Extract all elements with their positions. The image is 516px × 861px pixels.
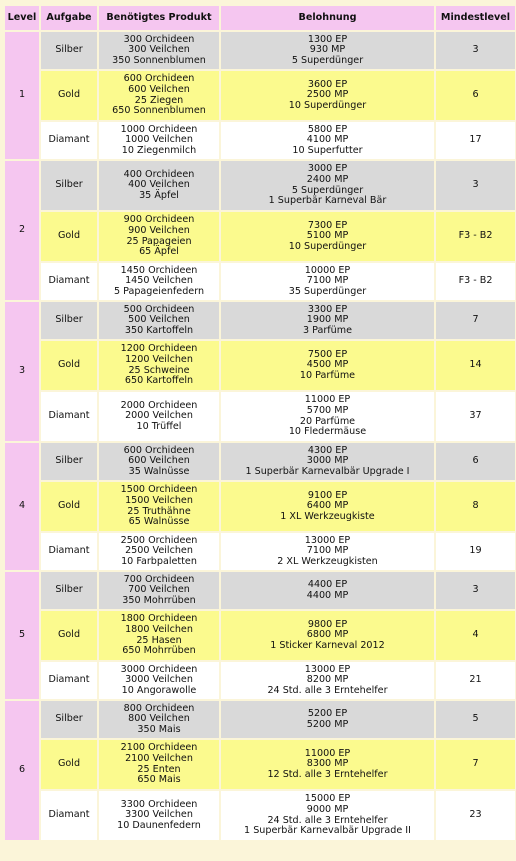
produkt-line: 1500 Orchideen	[120, 484, 198, 496]
belohnung-cell	[221, 572, 434, 609]
belohnung-line: 20 Parfüme	[299, 415, 356, 427]
belohnung-cell	[221, 740, 434, 789]
belohnung-line: 1 XL Werkzeugkiste	[280, 510, 375, 522]
produkt-line: 25 Ziegen	[134, 94, 184, 106]
header-belohnung: Belohnung	[221, 6, 434, 30]
belohnung-line: 10 Parfüme	[299, 369, 356, 381]
belohnung-line: 5100 MP	[306, 230, 349, 242]
aufgabe-cell: Diamant	[41, 791, 97, 840]
produkt-cell	[99, 392, 219, 441]
mindestlevel-cell: 7	[436, 740, 515, 789]
belohnung-cell	[221, 392, 434, 441]
table-row	[5, 701, 515, 738]
produkt-line: 800 Veilchen	[128, 713, 190, 725]
belohnung-line: 10000 EP	[304, 264, 351, 276]
table-row	[5, 533, 515, 570]
table-row	[5, 392, 515, 441]
produkt-line: 25 Papageien	[126, 235, 192, 247]
belohnung-cell	[221, 71, 434, 120]
belohnung-line: 6800 MP	[306, 629, 349, 641]
produkt-cell	[99, 71, 219, 120]
header-row	[5, 6, 515, 30]
aufgabe-cell: Diamant	[41, 122, 97, 159]
belohnung-cell	[221, 443, 434, 480]
produkt-line: 650 Mais	[137, 774, 181, 786]
belohnung-line: 9000 MP	[306, 803, 349, 815]
produkt-line: 700 Orchideen	[123, 573, 195, 585]
belohnung-line: 6400 MP	[306, 500, 349, 512]
produkt-line: 10 Farbpaletten	[121, 555, 197, 567]
level-cell: 4	[5, 443, 39, 570]
belohnung-line: 11000 EP	[304, 394, 351, 406]
produkt-line: 1800 Orchideen	[120, 613, 198, 625]
mindestlevel-cell: 3	[436, 572, 515, 609]
produkt-line: 1450 Orchideen	[120, 264, 198, 276]
produkt-line: 500 Orchideen	[123, 303, 195, 315]
belohnung-line: 5 Superdünger	[291, 184, 364, 196]
aufgabe-cell: Diamant	[41, 533, 97, 570]
aufgabe-cell: Gold	[41, 341, 97, 390]
level-cell: 2	[5, 161, 39, 300]
produkt-line: 300 Orchideen	[123, 33, 195, 45]
produkt-line: 2500 Orchideen	[120, 534, 198, 546]
belohnung-line: 1 Superbär Karneval Bär	[268, 195, 387, 207]
belohnung-cell	[221, 701, 434, 738]
produkt-line: 3000 Orchideen	[120, 663, 198, 675]
produkt-cell	[99, 302, 219, 339]
table-row	[5, 482, 515, 531]
mindestlevel-cell: 14	[436, 341, 515, 390]
produkt-cell	[99, 791, 219, 840]
belohnung-line: 5 Superdünger	[291, 54, 364, 66]
produkt-line: 1800 Veilchen	[125, 623, 193, 635]
produkt-cell	[99, 32, 219, 69]
belohnung-line: 1 Superbär Karnevalbär Upgrade I	[245, 465, 410, 477]
belohnung-line: 5700 MP	[306, 404, 349, 416]
belohnung-cell	[221, 302, 434, 339]
belohnung-line: 13000 EP	[304, 663, 351, 675]
produkt-line: 350 Mohrrüben	[122, 594, 196, 606]
produkt-cell	[99, 572, 219, 609]
produkt-cell	[99, 161, 219, 210]
table-row	[5, 32, 515, 69]
table-row	[5, 161, 515, 210]
belohnung-line: 7100 MP	[306, 275, 349, 287]
produkt-line: 650 Sonnenblumen	[112, 105, 206, 117]
belohnung-line: 11000 EP	[304, 747, 351, 759]
produkt-cell	[99, 263, 219, 300]
belohnung-line: 24 Std. alle 3 Erntehelfer	[267, 684, 388, 696]
produkt-line: 500 Veilchen	[128, 314, 190, 326]
belohnung-line: 24 Std. alle 3 Erntehelfer	[267, 814, 388, 826]
produkt-line: 1500 Veilchen	[125, 494, 193, 506]
produkt-line: 1000 Orchideen	[120, 123, 198, 135]
belohnung-cell	[221, 341, 434, 390]
produkt-line: 350 Kartoffeln	[124, 324, 194, 336]
belohnung-cell	[221, 161, 434, 210]
aufgabe-cell: Gold	[41, 212, 97, 261]
belohnung-line: 2500 MP	[306, 89, 349, 101]
produkt-line: 1450 Veilchen	[125, 275, 193, 287]
aufgabe-cell: Diamant	[41, 392, 97, 441]
mindestlevel-cell: 3	[436, 32, 515, 69]
produkt-line: 300 Veilchen	[128, 44, 190, 56]
belohnung-line: 9800 EP	[307, 618, 348, 630]
belohnung-line: 15000 EP	[304, 793, 351, 805]
belohnung-line: 7500 EP	[307, 348, 348, 360]
aufgabe-cell: Diamant	[41, 662, 97, 699]
produkt-cell	[99, 662, 219, 699]
produkt-line: 3300 Orchideen	[120, 798, 198, 810]
belohnung-line: 2400 MP	[306, 173, 349, 185]
aufgabe-cell: Gold	[41, 740, 97, 789]
aufgabe-cell: Silber	[41, 701, 97, 738]
header-produkt: Benötigtes Produkt	[99, 6, 219, 30]
belohnung-line: 7300 EP	[307, 219, 348, 231]
belohnung-line: 1900 MP	[306, 314, 349, 326]
produkt-line: 3000 Veilchen	[125, 674, 193, 686]
aufgabe-cell: Gold	[41, 71, 97, 120]
belohnung-line: 4500 MP	[306, 359, 349, 371]
belohnung-line: 4400 EP	[307, 578, 348, 590]
mindestlevel-cell: 8	[436, 482, 515, 531]
header-mindestlevel: Mindestlevel	[436, 6, 515, 30]
produkt-line: 900 Veilchen	[128, 224, 190, 236]
belohnung-cell	[221, 662, 434, 699]
belohnung-line: 3600 EP	[307, 78, 348, 90]
belohnung-line: 9100 EP	[307, 489, 348, 501]
mindestlevel-cell: 19	[436, 533, 515, 570]
level-cell: 5	[5, 572, 39, 699]
mindestlevel-cell: 4	[436, 611, 515, 660]
produkt-line: 1000 Veilchen	[125, 134, 193, 146]
belohnung-line: 4100 MP	[306, 134, 349, 146]
belohnung-line: 930 MP	[309, 44, 346, 56]
produkt-line: 900 Orchideen	[123, 214, 195, 226]
belohnung-line: 4400 MP	[306, 589, 349, 601]
produkt-line: 400 Veilchen	[128, 179, 190, 191]
aufgabe-cell: Silber	[41, 443, 97, 480]
level-cell: 3	[5, 302, 39, 441]
mindestlevel-cell: 21	[436, 662, 515, 699]
belohnung-cell	[221, 212, 434, 261]
belohnung-line: 3000 MP	[306, 455, 349, 467]
mindestlevel-cell: 7	[436, 302, 515, 339]
produkt-line: 600 Veilchen	[128, 455, 190, 467]
table-row	[5, 791, 515, 840]
level-cell: 1	[5, 32, 39, 159]
produkt-line: 650 Kartoffeln	[124, 375, 194, 387]
mindestlevel-cell: 17	[436, 122, 515, 159]
table-row	[5, 611, 515, 660]
belohnung-cell	[221, 263, 434, 300]
produkt-line: 1200 Orchideen	[120, 343, 198, 355]
mindestlevel-cell: 37	[436, 392, 515, 441]
belohnung-cell	[221, 791, 434, 840]
produkt-line: 5 Papageienfedern	[113, 285, 205, 297]
mindestlevel-cell: 23	[436, 791, 515, 840]
produkt-line: 650 Mohrrüben	[122, 645, 196, 657]
table-row	[5, 740, 515, 789]
table-row	[5, 71, 515, 120]
produkt-line: 25 Enten	[137, 763, 181, 775]
table-row	[5, 662, 515, 699]
produkt-line: 600 Orchideen	[123, 444, 195, 456]
produkt-cell	[99, 443, 219, 480]
belohnung-line: 3 Parfüme	[302, 324, 353, 336]
produkt-line: 35 Äpfel	[139, 189, 179, 201]
belohnung-line: 2 XL Werkzeugkisten	[277, 555, 378, 567]
belohnung-line: 1 Sticker Karneval 2012	[270, 639, 385, 651]
produkt-line: 400 Orchideen	[123, 168, 195, 180]
table-row	[5, 263, 515, 300]
belohnung-line: 5200 EP	[307, 707, 348, 719]
produkt-cell	[99, 122, 219, 159]
aufgabe-cell: Silber	[41, 32, 97, 69]
belohnung-line: 5200 MP	[306, 718, 349, 730]
aufgabe-cell: Diamant	[41, 263, 97, 300]
belohnung-line: 3000 EP	[307, 163, 348, 175]
produkt-line: 10 Angorawolle	[121, 684, 197, 696]
produkt-cell	[99, 482, 219, 531]
aufgabe-cell: Gold	[41, 611, 97, 660]
produkt-line: 10 Daunenfedern	[117, 819, 201, 831]
mindestlevel-cell: 6	[436, 443, 515, 480]
table-row	[5, 122, 515, 159]
belohnung-line: 13000 EP	[304, 534, 351, 546]
aufgabe-cell: Gold	[41, 482, 97, 531]
mindestlevel-cell: 5	[436, 701, 515, 738]
produkt-line: 2100 Orchideen	[120, 742, 198, 754]
table-row	[5, 302, 515, 339]
belohnung-line: 10 Superdünger	[288, 240, 367, 252]
quest-body	[5, 32, 515, 840]
produkt-line: 700 Veilchen	[128, 584, 190, 596]
produkt-line: 2000 Veilchen	[125, 410, 193, 422]
produkt-cell	[99, 611, 219, 660]
produkt-line: 10 Ziegenmilch	[121, 144, 197, 156]
produkt-line: 2100 Veilchen	[125, 752, 193, 764]
produkt-line: 2000 Orchideen	[120, 399, 198, 411]
produkt-cell	[99, 740, 219, 789]
produkt-line: 25 Truthähne	[127, 505, 191, 517]
belohnung-line: 8200 MP	[306, 674, 349, 686]
belohnung-cell	[221, 533, 434, 570]
belohnung-line: 35 Superdünger	[288, 285, 367, 297]
mindestlevel-cell: 6	[436, 71, 515, 120]
mindestlevel-cell: F3 - B2	[436, 263, 515, 300]
produkt-line: 600 Orchideen	[123, 73, 195, 85]
belohnung-line: 1 Superbär Karnevalbär Upgrade II	[244, 825, 411, 837]
aufgabe-cell: Silber	[41, 572, 97, 609]
table-row	[5, 212, 515, 261]
produkt-line: 65 Äpfel	[139, 246, 179, 258]
quest-table	[3, 4, 516, 842]
belohnung-line: 1300 EP	[307, 33, 348, 45]
table-row	[5, 443, 515, 480]
produkt-line: 2500 Veilchen	[125, 545, 193, 557]
produkt-line: 350 Mais	[137, 723, 181, 735]
belohnung-cell	[221, 611, 434, 660]
belohnung-cell	[221, 122, 434, 159]
header-level: Level	[5, 6, 39, 30]
produkt-line: 35 Walnüsse	[128, 465, 190, 477]
table-row	[5, 572, 515, 609]
belohnung-line: 10 Superdünger	[288, 99, 367, 111]
belohnung-line: 5800 EP	[307, 123, 348, 135]
header-aufgabe: Aufgabe	[41, 6, 97, 30]
belohnung-cell	[221, 482, 434, 531]
belohnung-cell	[221, 32, 434, 69]
belohnung-line: 10 Fledermäuse	[288, 426, 367, 438]
belohnung-line: 4300 EP	[307, 444, 348, 456]
mindestlevel-cell: F3 - B2	[436, 212, 515, 261]
produkt-cell	[99, 533, 219, 570]
level-cell: 6	[5, 701, 39, 840]
aufgabe-cell: Silber	[41, 161, 97, 210]
belohnung-line: 3300 EP	[307, 303, 348, 315]
belohnung-line: 8300 MP	[306, 758, 349, 770]
produkt-line: 1200 Veilchen	[125, 353, 193, 365]
belohnung-line: 10 Superfutter	[292, 144, 363, 156]
belohnung-line: 12 Std. alle 3 Erntehelfer	[267, 768, 388, 780]
produkt-line: 350 Sonnenblumen	[112, 54, 206, 66]
produkt-line: 3300 Veilchen	[125, 809, 193, 821]
produkt-cell	[99, 701, 219, 738]
mindestlevel-cell: 3	[436, 161, 515, 210]
produkt-cell	[99, 341, 219, 390]
produkt-line: 800 Orchideen	[123, 702, 195, 714]
produkt-cell	[99, 212, 219, 261]
produkt-line: 65 Walnüsse	[128, 516, 190, 528]
produkt-line: 25 Schweine	[128, 364, 190, 376]
table-row	[5, 341, 515, 390]
produkt-line: 10 Trüffel	[136, 420, 182, 432]
aufgabe-cell: Silber	[41, 302, 97, 339]
produkt-line: 600 Veilchen	[128, 83, 190, 95]
produkt-line: 25 Hasen	[136, 634, 182, 646]
belohnung-line: 7100 MP	[306, 545, 349, 557]
